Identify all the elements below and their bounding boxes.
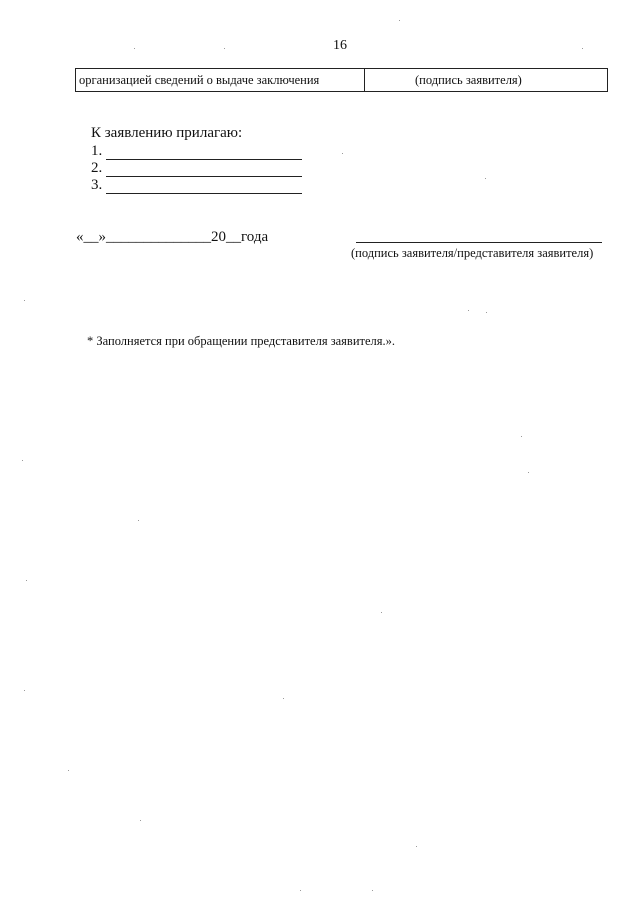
attachment-item [91,143,302,160]
table-cell-organization-info: организацией сведений о выдаче заключения [76,69,365,91]
scan-speck [582,48,583,49]
scan-speck [416,846,417,847]
scan-speck [399,20,400,21]
scan-speck [134,48,135,49]
scan-speck [26,580,27,581]
scan-speck [521,436,522,437]
page-number: 16 [333,38,347,53]
scan-speck [24,690,25,691]
scan-speck [138,520,139,521]
scan-speck [342,153,343,154]
date-field: «__»______________20__года [76,229,269,245]
scan-speck [24,300,25,301]
scan-speck [528,472,529,473]
attachment-blank-line [106,180,302,194]
attachment-blank-line [106,146,302,160]
scan-speck [283,698,284,699]
footnote: * Заполняется при обращении представителя заявителя.». [87,334,396,348]
scan-speck [140,820,141,821]
scan-speck [381,612,382,613]
attachment-item [91,160,302,177]
attachments-list [91,143,302,194]
scan-speck [224,48,225,49]
attachment-item-number: 1. [91,143,103,159]
scan-speck [468,310,469,311]
representative-signature-line [356,242,602,243]
attachment-item [91,177,302,194]
signature-table-row [75,68,608,92]
scan-speck [485,178,486,179]
attachment-blank-line [106,163,302,177]
representative-signature-caption: (подпись заявителя/представителя заявителя) [351,246,594,260]
attachment-item-number: 2. [91,160,103,176]
scan-speck [486,312,487,313]
scan-speck [300,890,301,891]
scan-speck [22,460,23,461]
table-cell-applicant-signature: (подпись заявителя) [415,73,522,87]
attachment-item-number: 3. [91,177,103,193]
attachments-heading: К заявлению прилагаю: [91,125,243,141]
scan-speck [372,890,373,891]
scan-speck [68,770,69,771]
